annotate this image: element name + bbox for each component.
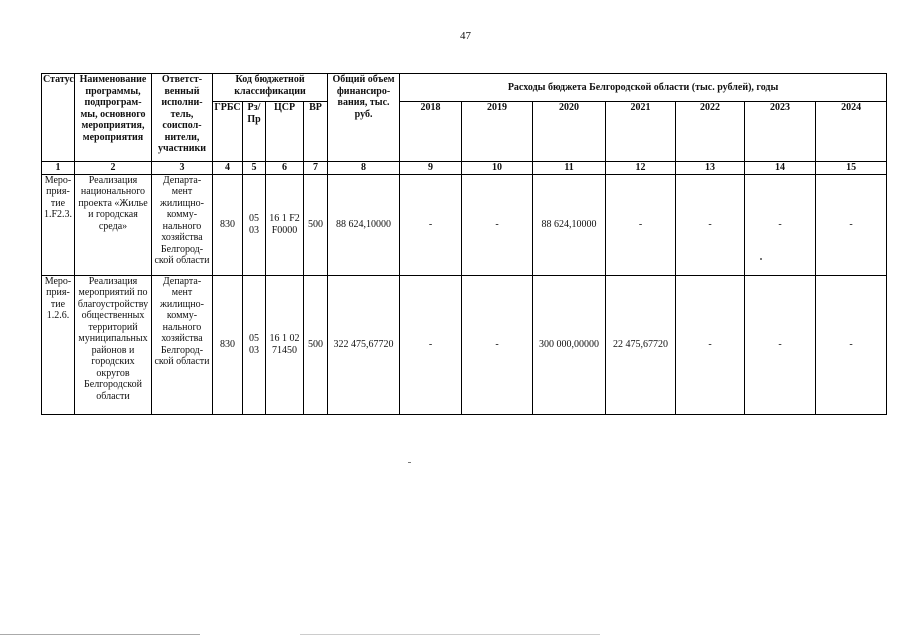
header-year-2018: 2018 (400, 102, 462, 162)
header-responsible: Ответст-венный исполни-тель, соиспол-нители, участники (152, 74, 213, 162)
header-rzpr: Рз/ Пр (243, 102, 266, 162)
row-year-value: - (816, 275, 887, 414)
column-number: 2 (75, 161, 152, 174)
row-responsible: Департа-мент жилищно-комму-нального хозяйства Белгород-ской области (152, 275, 213, 414)
row-grbs: 830 (213, 174, 243, 275)
header-status: Статус (42, 74, 75, 162)
header-total: Общий объем финансиро-вания, тыс. руб. (328, 74, 400, 162)
header-year-2022: 2022 (676, 102, 745, 162)
header-year-2019: 2019 (462, 102, 533, 162)
row-year-value: - (400, 174, 462, 275)
row-responsible: Департа-мент жилищно-комму-нального хозяйства Белгород-ской области (152, 174, 213, 275)
header-name: Наименование программы, подпрограм-мы, основного мероприятия, мероприятия (75, 74, 152, 162)
row-grbs: 830 (213, 275, 243, 414)
column-number: 4 (213, 161, 243, 174)
row-year-value: - (400, 275, 462, 414)
row-name: Реализация мероприятий по благоустройству общественных территорий муниципальных районов и городских округов Белгородской области (75, 275, 152, 414)
header-year-2021: 2021 (606, 102, 676, 162)
scan-speck (760, 258, 762, 260)
row-year-value: - (745, 174, 816, 275)
row-year-value: - (606, 174, 676, 275)
row-csr: 16 1 02 71450 (266, 275, 304, 414)
column-number: 3 (152, 161, 213, 174)
scan-speck (408, 462, 411, 463)
column-number: 6 (266, 161, 304, 174)
header-year-2020: 2020 (533, 102, 606, 162)
table-row (42, 174, 887, 275)
column-number: 10 (462, 161, 533, 174)
header-year-2023: 2023 (745, 102, 816, 162)
budget-table (41, 73, 887, 415)
column-number: 1 (42, 161, 75, 174)
header-csr: ЦСР (266, 102, 304, 162)
row-total: 322 475,67720 (328, 275, 400, 414)
column-number: 5 (243, 161, 266, 174)
row-rzpr: 05 03 (243, 275, 266, 414)
row-year-value: 88 624,10000 (533, 174, 606, 275)
column-number: 9 (400, 161, 462, 174)
column-number: 13 (676, 161, 745, 174)
table-row (42, 275, 887, 414)
column-number-row (42, 161, 887, 174)
scan-speck (300, 634, 600, 635)
scan-speck (0, 634, 200, 635)
column-number: 15 (816, 161, 887, 174)
row-year-value: - (676, 174, 745, 275)
row-vr: 500 (304, 275, 328, 414)
column-number: 7 (304, 161, 328, 174)
row-name: Реализация национального проекта «Жилье и городская среда» (75, 174, 152, 275)
column-number: 8 (328, 161, 400, 174)
row-year-value: - (745, 275, 816, 414)
row-total: 88 624,10000 (328, 174, 400, 275)
row-year-value: - (676, 275, 745, 414)
row-year-value: 300 000,00000 (533, 275, 606, 414)
header-expenses: Расходы бюджета Белгородской области (тыс. рублей), годы (400, 74, 887, 102)
row-vr: 500 (304, 174, 328, 275)
row-status: Меро-прия-тие 1.2.6. (42, 275, 75, 414)
row-year-value: 22 475,67720 (606, 275, 676, 414)
row-year-value: - (462, 174, 533, 275)
row-year-value: - (462, 275, 533, 414)
header-vr: ВР (304, 102, 328, 162)
page-number: 47 (460, 30, 471, 42)
column-number: 12 (606, 161, 676, 174)
header-budget-code: Код бюджетной классификации (213, 74, 328, 102)
header-grbs: ГРБС (213, 102, 243, 162)
row-status: Меро-прия-тие 1.F2.3. (42, 174, 75, 275)
column-number: 14 (745, 161, 816, 174)
row-csr: 16 1 F2 F0000 (266, 174, 304, 275)
row-rzpr: 05 03 (243, 174, 266, 275)
row-year-value: - (816, 174, 887, 275)
column-number: 11 (533, 161, 606, 174)
header-year-2024: 2024 (816, 102, 887, 162)
